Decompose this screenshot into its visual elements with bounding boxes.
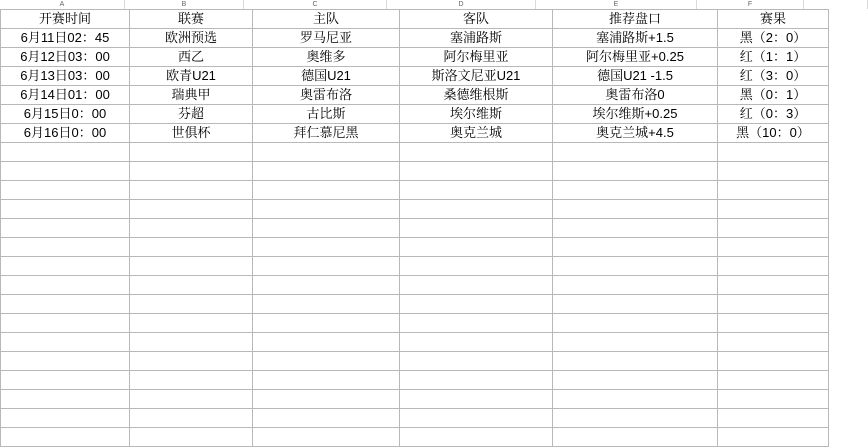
cell-empty[interactable] [553,390,718,409]
cell-away-team[interactable]: 埃尔维斯 [400,105,553,124]
table-row-empty [1,333,829,352]
cell-handicap[interactable]: 奥雷布洛0 [553,86,718,105]
cell-empty[interactable] [1,295,130,314]
cell-empty[interactable] [553,352,718,371]
cell-empty[interactable] [1,219,130,238]
table-row-empty [1,200,829,219]
cell-empty[interactable] [553,257,718,276]
cell-empty[interactable] [718,143,829,162]
table-row [1,86,829,105]
cell-away-team[interactable]: 阿尔梅里亚 [400,48,553,67]
cell-empty[interactable] [253,314,400,333]
cell-league[interactable]: 芬超 [130,105,253,124]
cell-empty[interactable] [400,219,553,238]
cell-empty[interactable] [400,257,553,276]
cell-match-time[interactable]: 6月14日01：00 [1,86,130,105]
cell-league[interactable]: 西乙 [130,48,253,67]
cell-empty[interactable] [718,314,829,333]
cell-empty[interactable] [253,143,400,162]
cell-home-team[interactable]: 拜仁慕尼黑 [253,124,400,143]
cell-empty[interactable] [718,257,829,276]
cell-empty[interactable] [130,181,253,200]
column-header-row [0,0,868,9]
cell-empty[interactable] [130,371,253,390]
table-row-empty [1,181,829,200]
cell-empty[interactable] [1,162,130,181]
cell-empty[interactable] [718,181,829,200]
cell-empty[interactable] [553,181,718,200]
cell-handicap[interactable]: 奥克兰城+4.5 [553,124,718,143]
cell-result[interactable]: 黑（2：0） [718,29,829,48]
cell-empty[interactable] [130,162,253,181]
cell-empty[interactable] [553,295,718,314]
cell-empty[interactable] [718,352,829,371]
column-header-a[interactable]: A [0,0,125,9]
column-header-f[interactable]: F [697,0,804,9]
cell-handicap[interactable]: 埃尔维斯+0.25 [553,105,718,124]
cell-empty[interactable] [1,314,130,333]
cell-empty[interactable] [553,200,718,219]
cell-empty[interactable] [400,409,553,428]
cell-empty[interactable] [130,314,253,333]
cell-empty[interactable] [718,200,829,219]
cell-empty[interactable] [253,295,400,314]
cell-result[interactable]: 红（1：1） [718,48,829,67]
cell-empty[interactable] [1,352,130,371]
cell-empty[interactable] [718,390,829,409]
cell-empty[interactable] [400,371,553,390]
table-header-cell[interactable]: 联赛 [130,10,253,29]
cell-empty[interactable] [130,295,253,314]
cell-empty[interactable] [1,428,130,447]
cell-result[interactable]: 黑（10：0） [718,124,829,143]
cell-empty[interactable] [553,371,718,390]
table-header-row [1,10,829,29]
data-grid [0,9,829,447]
cell-empty[interactable] [253,219,400,238]
cell-empty[interactable] [1,238,130,257]
table-row-empty [1,428,829,447]
table-row-empty [1,238,829,257]
cell-empty[interactable] [130,409,253,428]
cell-empty[interactable] [130,352,253,371]
cell-empty[interactable] [1,181,130,200]
cell-empty[interactable] [718,428,829,447]
cell-empty[interactable] [130,333,253,352]
table-row-empty [1,390,829,409]
cell-empty[interactable] [553,409,718,428]
cell-empty[interactable] [553,143,718,162]
table-header-cell[interactable]: 推荐盘口 [553,10,718,29]
cell-empty[interactable] [400,314,553,333]
table-row-empty [1,314,829,333]
cell-empty[interactable] [253,257,400,276]
cell-empty[interactable] [400,143,553,162]
table-header-cell[interactable]: 赛果 [718,10,829,29]
cell-away-team[interactable]: 斯洛文尼亚U21 [400,67,553,86]
cell-empty[interactable] [553,276,718,295]
cell-empty[interactable] [1,333,130,352]
cell-empty[interactable] [253,409,400,428]
cell-empty[interactable] [718,238,829,257]
cell-empty[interactable] [718,276,829,295]
cell-empty[interactable] [718,409,829,428]
column-header-empty [804,0,868,9]
cell-empty[interactable] [400,428,553,447]
table-row [1,29,829,48]
cell-empty[interactable] [253,390,400,409]
cell-empty[interactable] [400,333,553,352]
cell-handicap[interactable]: 塞浦路斯+1.5 [553,29,718,48]
cell-empty[interactable] [553,238,718,257]
cell-empty[interactable] [253,200,400,219]
table-row [1,124,829,143]
cell-result[interactable]: 黑（0：1） [718,86,829,105]
cell-empty[interactable] [253,162,400,181]
cell-home-team[interactable]: 古比斯 [253,105,400,124]
cell-empty[interactable] [130,257,253,276]
cell-empty[interactable] [130,143,253,162]
cell-away-team[interactable]: 塞浦路斯 [400,29,553,48]
cell-empty[interactable] [553,162,718,181]
cell-empty[interactable] [400,238,553,257]
table-header-cell[interactable]: 开赛时间 [1,10,130,29]
cell-empty[interactable] [718,371,829,390]
table-row-empty [1,162,829,181]
cell-match-time[interactable]: 6月11日02：45 [1,29,130,48]
cell-home-team[interactable]: 奥维多 [253,48,400,67]
table-row-empty [1,371,829,390]
cell-empty[interactable] [1,276,130,295]
cell-empty[interactable] [253,371,400,390]
cell-result[interactable]: 红（3：0） [718,67,829,86]
cell-empty[interactable] [253,333,400,352]
table-row-empty [1,276,829,295]
cell-empty[interactable] [1,371,130,390]
cell-away-team[interactable]: 奥克兰城 [400,124,553,143]
table-header-cell[interactable]: 客队 [400,10,553,29]
column-header-c[interactable]: C [244,0,387,9]
column-header-e[interactable]: E [536,0,697,9]
cell-empty[interactable] [553,333,718,352]
cell-away-team[interactable]: 桑德维根斯 [400,86,553,105]
cell-match-time[interactable]: 6月12日03：00 [1,48,130,67]
cell-empty[interactable] [130,390,253,409]
cell-empty[interactable] [718,333,829,352]
cell-empty[interactable] [553,428,718,447]
cell-empty[interactable] [400,352,553,371]
cell-empty[interactable] [130,276,253,295]
cell-empty[interactable] [400,200,553,219]
table-row [1,105,829,124]
cell-empty[interactable] [553,219,718,238]
cell-match-time[interactable]: 6月13日03：00 [1,67,130,86]
cell-result[interactable]: 红（0：3） [718,105,829,124]
cell-league[interactable]: 欧洲预选 [130,29,253,48]
cell-empty[interactable] [553,314,718,333]
cell-league[interactable]: 世俱杯 [130,124,253,143]
cell-empty[interactable] [130,200,253,219]
cell-empty[interactable] [253,352,400,371]
cell-handicap[interactable]: 阿尔梅里亚+0.25 [553,48,718,67]
cell-match-time[interactable]: 6月16日0：00 [1,124,130,143]
cell-league[interactable]: 欧青U21 [130,67,253,86]
cell-empty[interactable] [130,428,253,447]
table-row-empty [1,409,829,428]
table-row [1,48,829,67]
cell-empty[interactable] [253,238,400,257]
cell-empty[interactable] [1,390,130,409]
cell-empty[interactable] [718,295,829,314]
table-row [1,67,829,86]
cell-empty[interactable] [1,143,130,162]
table-row-empty [1,257,829,276]
cell-empty[interactable] [1,409,130,428]
cell-empty[interactable] [1,257,130,276]
cell-home-team[interactable]: 罗马尼亚 [253,29,400,48]
cell-empty[interactable] [130,219,253,238]
cell-empty[interactable] [253,428,400,447]
table-row-empty [1,352,829,371]
cell-empty[interactable] [400,162,553,181]
table-row-empty [1,219,829,238]
cell-empty[interactable] [400,276,553,295]
table-header-cell[interactable]: 主队 [253,10,400,29]
cell-match-time[interactable]: 6月15日0：00 [1,105,130,124]
column-header-d[interactable]: D [387,0,536,9]
cell-league[interactable]: 瑞典甲 [130,86,253,105]
cell-empty[interactable] [718,219,829,238]
cell-handicap[interactable]: 德国U21 -1.5 [553,67,718,86]
cell-home-team[interactable]: 奥雷布洛 [253,86,400,105]
cell-empty[interactable] [253,276,400,295]
table-row-empty [1,295,829,314]
cell-empty[interactable] [400,390,553,409]
cell-empty[interactable] [253,181,400,200]
cell-empty[interactable] [400,181,553,200]
table-row-empty [1,143,829,162]
cell-empty[interactable] [718,162,829,181]
column-header-b[interactable]: B [125,0,244,9]
cell-empty[interactable] [400,295,553,314]
cell-empty[interactable] [1,200,130,219]
cell-empty[interactable] [130,238,253,257]
cell-home-team[interactable]: 德国U21 [253,67,400,86]
